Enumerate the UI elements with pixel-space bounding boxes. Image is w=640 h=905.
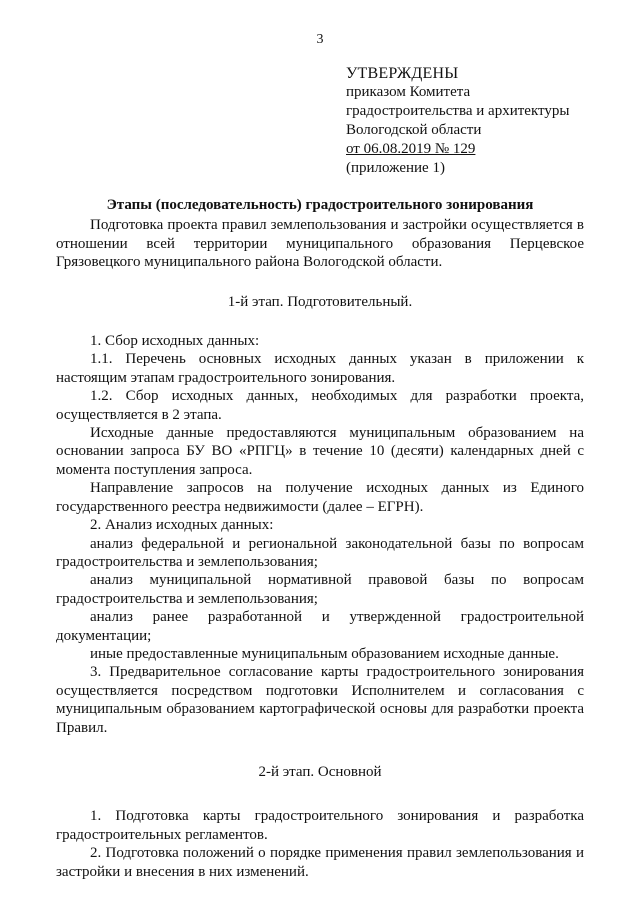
document-heading: Этапы (последовательность) градостроительного зонирования [106,197,534,213]
paragraph: 1.2. Сбор исходных данных, необходимых для разработки проекта, осуществляется в 2 этапа. [56,388,584,423]
paragraph: 3. Предварительное согласование карты градостроительного зонирования осуществляется посредством подготовки Исполнителем и согласования с муниципальным образованием картографической основы для разработки проекта Правил. [56,664,584,736]
paragraph: 1. Подготовка карты градостроительного зонирования и разработка градостроительных регламентов. [56,808,584,843]
document-body [56,196,584,881]
paragraph: 1.1. Перечень основных исходных данных указан в приложении к настоящим этапам градостроительного зонирования. [56,351,584,386]
intro-paragraph: Подготовка проекта правил землепользования и застройки осуществляется в отношении всей территории муниципального образования Перцевское Грязовецкого муниципального района Вологодской области. [56,217,584,271]
paragraph: иные предоставленные муниципальным образованием исходные данные. [90,645,559,662]
stage2-title: 2-й этап. Основной [258,763,382,780]
paragraph: 2. Подготовка положений о порядке применения правил землепользования и застройки и внесения в них изменений. [56,845,584,880]
approval-title: УТВЕРЖДЕНЫ [346,65,459,82]
approval-appendix: (приложение 1) [346,160,445,176]
paragraph: Направление запросов на получение исходных данных из Единого государственного реестра недвижимости (далее – ЕГРН). [56,480,584,515]
approval-order-date: от 06.08.2019 № 129 [346,141,476,157]
stage1-title: 1-й этап. Подготовительный. [227,293,413,310]
approval-line: Вологодской области [346,122,482,138]
paragraph: 1. Сбор исходных данных: [90,333,260,350]
paragraph: 2. Анализ исходных данных: [90,517,274,534]
approval-line: приказом Комитета [346,84,471,100]
paragraph: анализ муниципальной нормативной правовой базы по вопросам градостроительства и землепользования; [56,572,584,607]
paragraph: анализ ранее разработанной и утвержденной градостроительной документации; [56,609,584,644]
approval-stamp [346,64,569,178]
page-number: 3 [316,32,324,47]
paragraph: Исходные данные предоставляются муниципальным образованием на основании запроса БУ ВО «РПГЦ» в течение 10 (десяти) календарных дней с момента поступления запроса. [56,425,584,478]
paragraph: анализ федеральной и региональной законодательной базы по вопросам градостроительства и землепользования; [56,535,584,570]
approval-line: градостроительства и архитектуры [346,103,570,119]
